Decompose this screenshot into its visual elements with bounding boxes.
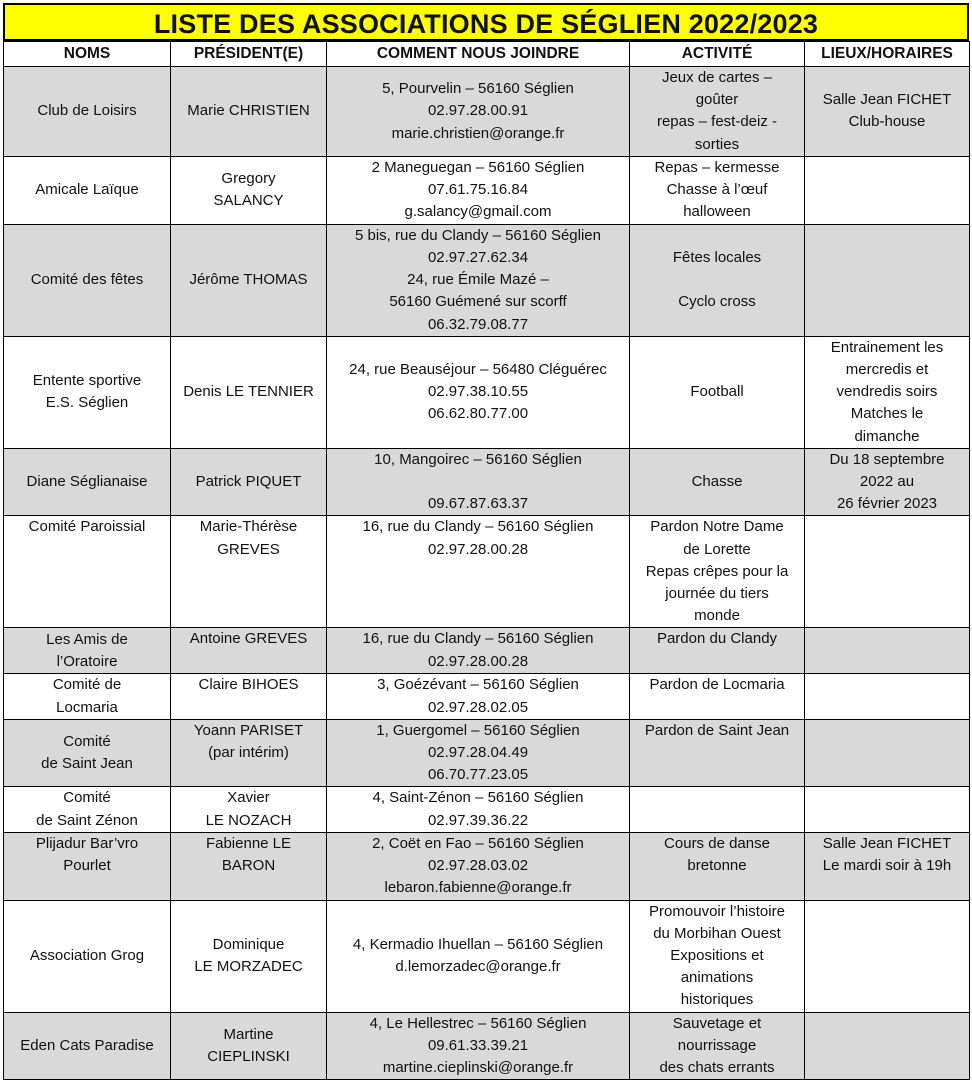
cell-place — [805, 224, 970, 336]
cell-contact — [327, 900, 630, 1012]
contact-line: 02.97.28.03.02 — [427, 857, 529, 875]
president-line: Gregory — [221, 170, 276, 188]
president-line: Jérôme THOMAS — [189, 271, 308, 289]
cell-activity — [630, 1012, 805, 1080]
contact-line: 02.97.28.02.05 — [427, 698, 529, 716]
contact-line: 2, Coët en Fao – 56160 Séglien — [372, 834, 584, 852]
cell-place — [805, 67, 970, 157]
activity-line: nourrissage — [677, 1036, 757, 1054]
president-line: LE MORZADEC — [194, 958, 303, 975]
cell-name — [4, 516, 171, 628]
contact-line: 24, rue Beauséjour – 56480 Cléguérec — [349, 361, 607, 379]
place-line: Salle Jean FICHET — [822, 91, 952, 109]
contact-line: marie.christien@orange.fr — [391, 124, 565, 142]
president-line: SALANCY — [213, 192, 284, 210]
activity-line: du Morbihan Ouest — [653, 924, 781, 942]
activity-line: Jeux de cartes – — [661, 69, 773, 86]
name-line: Pourlet — [63, 857, 111, 875]
cell-activity — [630, 67, 805, 157]
cell-name — [4, 719, 171, 787]
cell-president — [171, 674, 327, 719]
cell-president — [171, 224, 327, 336]
activity-line: monde — [694, 607, 740, 625]
activity-line: sorties — [694, 135, 740, 153]
name-line: Comité — [63, 789, 111, 807]
table-row — [4, 832, 970, 900]
president-line: LE NOZACH — [205, 811, 292, 829]
president-line: Dominique — [212, 935, 285, 953]
activity-line: Cours de danse — [664, 834, 770, 852]
contact-line: 02.97.38.10.55 — [427, 383, 529, 401]
activity-line: Chasse à l’œuf — [666, 181, 768, 199]
cell-activity — [630, 628, 805, 674]
contact-line: 3, Goézévant – 56160 Séglien — [377, 676, 579, 694]
header-president: PRÉSIDENT(E) — [171, 42, 327, 67]
contact-line: 2 Maneguegan – 56160 Séglien — [371, 159, 585, 176]
name-line: Club de Loisirs — [37, 102, 137, 120]
cell-contact — [327, 787, 630, 832]
cell-contact — [327, 336, 630, 448]
president-line: BARON — [221, 857, 276, 875]
cell-activity — [630, 900, 805, 1012]
cell-president — [171, 787, 327, 832]
contact-line: 02.97.28.00.91 — [427, 102, 529, 120]
cell-contact — [327, 516, 630, 628]
president-line: (par intérim) — [208, 744, 289, 762]
header-lieux-horaires: LIEUX/HORAIRES — [805, 42, 970, 67]
cell-place — [805, 832, 970, 900]
page-title: LISTE DES ASSOCIATIONS DE SÉGLIEN 2022/2023 — [3, 3, 969, 41]
name-line: Association Grog — [29, 946, 145, 964]
place-line: vendredis soirs — [836, 383, 938, 401]
activity-line: Pardon de Locmaria — [649, 676, 785, 694]
cell-place — [805, 336, 970, 448]
cell-name — [4, 156, 171, 224]
president-line: Xavier — [227, 789, 270, 807]
place-line: mercredis et — [845, 361, 929, 379]
cell-place — [805, 156, 970, 224]
activity-line: Chasse — [691, 473, 743, 491]
cell-name — [4, 67, 171, 157]
name-line: Locmaria — [56, 698, 118, 716]
cell-activity — [630, 336, 805, 448]
place-line: Salle Jean FICHET — [822, 834, 952, 852]
cell-name — [4, 224, 171, 336]
name-line: Comité de — [52, 676, 122, 694]
contact-line: martine.cieplinski@orange.fr — [382, 1058, 574, 1076]
president-line: GREVES — [217, 540, 280, 558]
name-line: Plijadur Bar’vro — [35, 834, 139, 852]
cell-activity — [630, 832, 805, 900]
contact-line: g.salancy@gmail.com — [404, 203, 552, 221]
activity-line: Pardon Notre Dame — [650, 518, 784, 536]
president-line: Fabienne LE — [205, 834, 292, 852]
cell-president — [171, 516, 327, 628]
cell-contact — [327, 1012, 630, 1080]
name-line: Diane Séglianaise — [26, 473, 148, 491]
activity-line: repas – fest-deiz - — [656, 113, 778, 131]
cell-president — [171, 1012, 327, 1080]
cell-activity — [630, 674, 805, 719]
cell-contact — [327, 628, 630, 674]
name-line: Comité — [63, 732, 111, 750]
table-row — [4, 336, 970, 448]
name-line: Amicale Laïque — [35, 181, 139, 199]
name-line: Comité Paroissial — [28, 518, 146, 536]
cell-name — [4, 900, 171, 1012]
cell-name — [4, 336, 171, 448]
table-row — [4, 67, 970, 157]
activity-line: animations — [680, 969, 754, 987]
place-line: dimanche — [854, 427, 920, 445]
name-line: Comité des fêtes — [30, 271, 144, 289]
activity-line: goûter — [695, 91, 739, 109]
activity-line: Pardon du Clandy — [656, 630, 778, 648]
activity-line: Repas crêpes pour la — [645, 562, 789, 580]
president-line: Martine — [223, 1025, 274, 1043]
cell-name — [4, 787, 171, 832]
contact-line: lebaron.fabienne@orange.fr — [384, 879, 572, 897]
contact-line: 4, Saint-Zénon – 56160 Séglien — [372, 789, 584, 807]
cell-place — [805, 900, 970, 1012]
president-line: Denis LE TENNIER — [183, 383, 314, 401]
cell-name — [4, 832, 171, 900]
cell-place — [805, 719, 970, 787]
name-line: Eden Cats Paradise — [20, 1036, 154, 1054]
table-row — [4, 900, 970, 1012]
contact-line: 06.62.80.77.00 — [427, 405, 529, 423]
contact-line — [330, 471, 626, 493]
place-line: Du 18 septembre — [829, 450, 945, 468]
activity-line: Pardon de Saint Jean — [644, 721, 790, 739]
president-line: Patrick PIQUET — [195, 473, 302, 491]
table-row — [4, 516, 970, 628]
activity-line: halloween — [683, 203, 751, 221]
cell-contact — [327, 448, 630, 516]
activity-line: Promouvoir l’histoire — [649, 902, 785, 920]
contact-line: 02.97.39.36.22 — [427, 811, 529, 829]
cell-place — [805, 674, 970, 719]
contact-line: 06.70.77.23.05 — [427, 766, 529, 784]
cell-contact — [327, 674, 630, 719]
activity-line: Repas – kermesse — [654, 159, 780, 176]
table-row — [4, 448, 970, 516]
activity-line: Cyclo cross — [678, 293, 756, 311]
cell-president — [171, 628, 327, 674]
cell-contact — [327, 224, 630, 336]
document — [3, 3, 969, 1080]
table-row — [4, 224, 970, 336]
activity-line: journée du tiers — [665, 585, 769, 603]
contact-line: 02.97.28.00.28 — [427, 540, 529, 558]
cell-contact — [327, 719, 630, 787]
contact-line: 5 bis, rue du Clandy – 56160 Séglien — [354, 226, 601, 244]
cell-place — [805, 1012, 970, 1080]
place-line: Entrainement les — [830, 338, 944, 356]
header-noms: NOMS — [4, 42, 171, 67]
cell-contact — [327, 67, 630, 157]
activity-line: de Lorette — [683, 540, 751, 558]
contact-line: 4, Le Hellestrec – 56160 Séglien — [369, 1014, 587, 1032]
cell-president — [171, 156, 327, 224]
cell-president — [171, 448, 327, 516]
activity-line: Fêtes locales — [672, 249, 762, 267]
place-line: Le mardi soir à 19h — [822, 857, 952, 875]
contact-line: 07.61.75.16.84 — [427, 181, 529, 199]
contact-line: 4, Kermadio Ihuellan – 56160 Séglien — [352, 935, 604, 953]
president-line: Yoann PARISET — [193, 721, 304, 739]
cell-contact — [327, 832, 630, 900]
header-activite: ACTIVITÉ — [630, 42, 805, 67]
cell-name — [4, 674, 171, 719]
contact-line: 02.97.28.04.49 — [427, 744, 529, 762]
contact-line: 06.32.79.08.77 — [427, 315, 529, 333]
contact-line: 10, Mangoirec – 56160 Séglien — [374, 450, 582, 468]
header-contact: COMMENT NOUS JOINDRE — [327, 42, 630, 67]
cell-activity — [630, 448, 805, 516]
cell-activity — [630, 156, 805, 224]
cell-president — [171, 900, 327, 1012]
table-row — [4, 719, 970, 787]
table-row — [4, 674, 970, 719]
cell-president — [171, 67, 327, 157]
cell-name — [4, 628, 171, 674]
activity-line: des chats errants — [659, 1058, 775, 1076]
name-line: Les Amis de — [46, 630, 128, 648]
place-line: Club-house — [848, 113, 926, 131]
cell-activity — [630, 516, 805, 628]
cell-place — [805, 628, 970, 674]
contact-line: 09.61.33.39.21 — [427, 1036, 529, 1054]
contact-line: 02.97.28.00.28 — [427, 652, 529, 670]
place-line: 2022 au — [859, 473, 915, 491]
president-line: CIEPLINSKI — [207, 1047, 290, 1065]
activity-line: Expositions et — [670, 946, 764, 964]
president-line: Claire BIHOES — [198, 676, 299, 694]
name-line: E.S. Séglien — [45, 394, 129, 412]
associations-table — [3, 41, 970, 1080]
name-line: de Saint Zénon — [36, 811, 138, 829]
name-line: l’Oratoire — [56, 652, 118, 670]
contact-line: 09.67.87.63.37 — [427, 495, 529, 513]
president-line: Antoine GREVES — [189, 630, 308, 648]
cell-activity — [630, 787, 805, 832]
place-line: Matches le — [850, 405, 924, 423]
contact-line: 24, rue Émile Mazé – — [407, 271, 549, 289]
cell-activity — [630, 224, 805, 336]
contact-line: 16, rue du Clandy – 56160 Séglien — [362, 630, 594, 648]
cell-place — [805, 787, 970, 832]
contact-line: 16, rue du Clandy – 56160 Séglien — [362, 518, 594, 536]
table-row — [4, 156, 970, 224]
name-line: de Saint Jean — [41, 755, 133, 773]
cell-place — [805, 448, 970, 516]
table-row — [4, 628, 970, 674]
contact-line: 1, Guergomel – 56160 Séglien — [376, 721, 580, 739]
name-line: Entente sportive — [32, 372, 142, 390]
cell-president — [171, 719, 327, 787]
president-line: Marie CHRISTIEN — [187, 102, 310, 120]
activity-line: Football — [690, 383, 744, 401]
table-row — [4, 787, 970, 832]
place-line: 26 février 2023 — [836, 495, 938, 513]
cell-name — [4, 448, 171, 516]
contact-line: 56160 Guémené sur scorff — [389, 293, 567, 311]
cell-president — [171, 832, 327, 900]
cell-place — [805, 516, 970, 628]
activity-line: bretonne — [687, 857, 747, 875]
activity-line — [633, 269, 801, 291]
cell-contact — [327, 156, 630, 224]
contact-line: 02.97.27.62.34 — [427, 249, 529, 267]
cell-name — [4, 1012, 171, 1080]
cell-activity — [630, 719, 805, 787]
activity-line: Sauvetage et — [672, 1014, 762, 1032]
table-row — [4, 1012, 970, 1080]
contact-line: d.lemorzadec@orange.fr — [395, 958, 561, 975]
header-row — [4, 42, 970, 67]
activity-line: historiques — [680, 991, 754, 1009]
cell-president — [171, 336, 327, 448]
contact-line: 5, Pourvelin – 56160 Séglien — [382, 80, 574, 98]
president-line: Marie-Thérèse — [199, 518, 298, 536]
